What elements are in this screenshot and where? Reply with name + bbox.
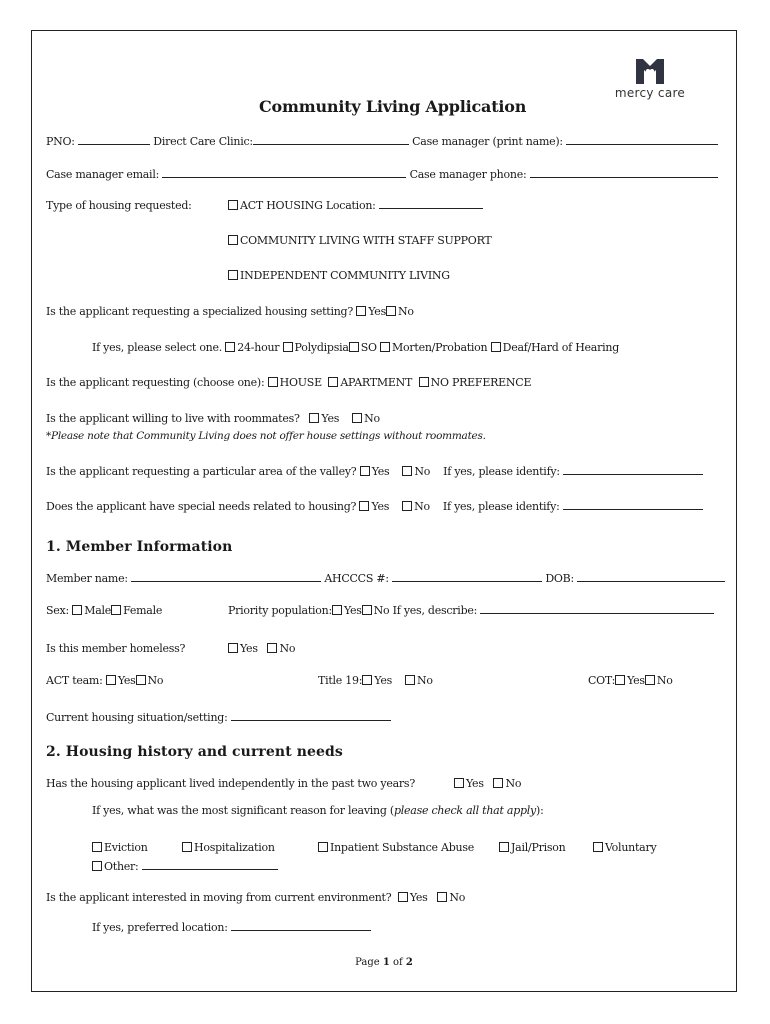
- cot-row: [588, 674, 673, 688]
- moving-yes-label: Yes: [409, 891, 428, 904]
- moving-yes-checkbox[interactable]: [398, 892, 408, 902]
- priority-describe-label: If yes, describe:: [392, 604, 478, 617]
- member-name-label: Member name:: [46, 572, 128, 585]
- case-manager-print-label: Case manager (print name):: [412, 135, 563, 148]
- lived-yes-label: Yes: [466, 777, 484, 790]
- pno-label: PNO:: [46, 135, 75, 148]
- roommates-no-checkbox[interactable]: [352, 413, 362, 423]
- morten-label: Morten/Probation: [392, 341, 488, 354]
- eviction-option: [92, 841, 148, 855]
- special-needs-identify-field[interactable]: [563, 500, 703, 510]
- valley-yes-checkbox[interactable]: [360, 466, 370, 476]
- specialized-no-checkbox[interactable]: [386, 306, 396, 316]
- jail-label: Jail/Prison: [511, 841, 566, 854]
- housing-option-community: [228, 234, 492, 248]
- hospitalization-option: [182, 841, 275, 855]
- current-housing-label: Current housing situation/setting:: [46, 711, 228, 724]
- of-word: of: [393, 957, 403, 968]
- deaf-checkbox[interactable]: [491, 342, 501, 352]
- moving-no-label: No: [449, 891, 466, 904]
- special-needs-no-label: No: [414, 500, 430, 513]
- page-total: 2: [405, 957, 413, 968]
- specialized-yes-checkbox[interactable]: [356, 306, 366, 316]
- valley-identify-field[interactable]: [563, 465, 703, 475]
- housing-type-label: Type of housing requested:: [46, 199, 192, 212]
- roommates-question: Is the applicant willing to live with roommates?: [46, 412, 300, 425]
- dob-field[interactable]: [577, 572, 725, 582]
- so-checkbox[interactable]: [349, 342, 359, 352]
- lived-no-checkbox[interactable]: [493, 778, 503, 788]
- priority-no-label: No: [373, 604, 390, 617]
- title19-row: [318, 674, 433, 688]
- lived-independently-question: Has the housing applicant lived independently in the past two years?: [46, 777, 415, 790]
- special-needs-yes-label: Yes: [371, 500, 390, 513]
- logo-wordmark: mercy care: [614, 86, 686, 100]
- specialized-no-label: No: [397, 305, 414, 318]
- male-label: Male: [84, 604, 112, 617]
- homeless-question: Is this member homeless?: [46, 642, 186, 655]
- other-option: [92, 860, 278, 874]
- other-checkbox[interactable]: [92, 861, 102, 871]
- specialized-row: [46, 305, 414, 319]
- logo-mark-icon: [610, 56, 690, 88]
- roommates-row: [46, 412, 380, 426]
- reason-suffix: ):: [536, 804, 544, 817]
- roommates-note: *Please note that Community Living does not offer house settings without roommates.: [46, 430, 486, 442]
- title19-no-checkbox[interactable]: [405, 675, 415, 685]
- community-living-checkbox[interactable]: [228, 235, 238, 245]
- valley-yes-label: Yes: [371, 465, 390, 478]
- jail-checkbox[interactable]: [499, 842, 509, 852]
- apartment-checkbox[interactable]: [328, 377, 338, 387]
- apartment-label: APARTMENT: [340, 376, 413, 389]
- no-preference-checkbox[interactable]: [419, 377, 429, 387]
- pno-field[interactable]: [78, 135, 150, 145]
- polydipsia-checkbox[interactable]: [283, 342, 293, 352]
- specialized-question: Is the applicant requesting a specialized housing setting?: [46, 305, 353, 318]
- 24-hour-checkbox[interactable]: [225, 342, 235, 352]
- other-field[interactable]: [142, 860, 278, 870]
- 24-hour-label: 24-hour: [237, 341, 280, 354]
- title19-yes-label: Yes: [374, 674, 392, 687]
- act-team-no-checkbox[interactable]: [136, 675, 146, 685]
- pno-row: [46, 135, 718, 149]
- preferred-location-label: If yes, preferred location:: [92, 921, 228, 934]
- act-team-label: ACT team:: [46, 674, 103, 687]
- mercy-care-logo: [610, 56, 690, 102]
- roommates-yes-label: Yes: [321, 412, 340, 425]
- email-row: [46, 168, 718, 182]
- title19-yes-checkbox[interactable]: [362, 675, 372, 685]
- act-team-yes-label: Yes: [117, 674, 136, 687]
- case-manager-email-label: Case manager email:: [46, 168, 160, 181]
- case-manager-phone-field[interactable]: [530, 168, 718, 178]
- hospitalization-checkbox[interactable]: [182, 842, 192, 852]
- current-housing-row: [46, 711, 391, 725]
- specialized-yes-label: Yes: [368, 305, 386, 318]
- special-needs-identify-label: If yes, please identify:: [442, 500, 560, 513]
- cot-yes-checkbox[interactable]: [615, 675, 625, 685]
- male-checkbox[interactable]: [72, 605, 82, 615]
- valley-no-label: No: [414, 465, 431, 478]
- inpatient-checkbox[interactable]: [318, 842, 328, 852]
- roommates-no-label: No: [364, 412, 380, 425]
- case-manager-print-field[interactable]: [566, 135, 718, 145]
- homeless-yes-label: Yes: [240, 642, 258, 655]
- ahcccs-field[interactable]: [392, 572, 542, 582]
- reason-prefix: If yes, what was the most significant reason for leaving (: [92, 804, 394, 817]
- independent-living-checkbox[interactable]: [228, 270, 238, 280]
- act-team-no-label: No: [147, 674, 164, 687]
- homeless-no-label: No: [279, 642, 296, 655]
- priority-yes-checkbox[interactable]: [332, 605, 342, 615]
- deaf-label: Deaf/Hard of Hearing: [502, 341, 620, 354]
- independent-living-label: INDEPENDENT COMMUNITY LIVING: [240, 269, 450, 282]
- priority-label: Priority population:: [228, 604, 332, 617]
- priority-yes-label: Yes: [343, 604, 362, 617]
- polydipsia-label: Polydipsia: [294, 341, 349, 354]
- house-checkbox[interactable]: [268, 377, 278, 387]
- dob-label: DOB:: [545, 572, 574, 585]
- title19-no-label: No: [416, 674, 433, 687]
- community-living-label: COMMUNITY LIVING WITH STAFF SUPPORT: [240, 234, 492, 247]
- moving-no-checkbox[interactable]: [437, 892, 447, 902]
- other-label: Other:: [104, 860, 139, 873]
- voluntary-checkbox[interactable]: [593, 842, 603, 852]
- preferred-location-row: [92, 921, 371, 935]
- section-member-info-heading: 1. Member Information: [46, 539, 233, 555]
- cot-no-checkbox[interactable]: [645, 675, 655, 685]
- member-name-field[interactable]: [131, 572, 321, 582]
- clinic-field[interactable]: [253, 135, 409, 145]
- select-one-label: If yes, please select one.: [92, 341, 223, 354]
- act-location-field[interactable]: [379, 199, 483, 209]
- valley-no-checkbox[interactable]: [402, 466, 412, 476]
- priority-describe-field[interactable]: [480, 604, 714, 614]
- lived-yes-checkbox[interactable]: [454, 778, 464, 788]
- moving-row: [46, 891, 465, 905]
- reason-italic: please check all that apply: [393, 804, 537, 817]
- special-needs-no-checkbox[interactable]: [402, 501, 412, 511]
- no-preference-label: NO PREFERENCE: [430, 376, 532, 389]
- sex-row: [46, 604, 162, 618]
- homeless-no-checkbox[interactable]: [267, 643, 277, 653]
- valley-question: Is the applicant requesting a particular area of the valley?: [46, 465, 357, 478]
- house-label: HOUSE: [279, 376, 322, 389]
- lived-no-label: No: [505, 777, 522, 790]
- moving-question: Is the applicant interested in moving from current environment?: [46, 891, 392, 904]
- page-word: Page: [355, 957, 380, 968]
- housing-option-act: [228, 199, 483, 213]
- so-label: SO: [360, 341, 377, 354]
- page-footer: [32, 957, 736, 968]
- reason-row: [92, 804, 544, 818]
- jail-option: [499, 841, 566, 855]
- housing-option-independent: [228, 269, 450, 283]
- special-needs-row: [46, 500, 703, 514]
- inpatient-option: [318, 841, 474, 855]
- valley-identify-label: If yes, please identify:: [443, 465, 560, 478]
- cot-label: COT:: [588, 674, 616, 687]
- cot-yes-label: Yes: [627, 674, 645, 687]
- section-housing-history-heading: 2. Housing history and current needs: [46, 744, 343, 760]
- hospitalization-label: Hospitalization: [194, 841, 275, 854]
- eviction-checkbox[interactable]: [92, 842, 102, 852]
- voluntary-label: Voluntary: [605, 841, 657, 854]
- priority-row: [228, 604, 714, 618]
- case-manager-phone-label: Case manager phone:: [409, 168, 527, 181]
- page-number: 1: [382, 957, 390, 968]
- member-name-row: [46, 572, 725, 586]
- title19-label: Title 19:: [318, 674, 363, 687]
- lived-independently-options: [454, 777, 521, 791]
- eviction-label: Eviction: [104, 841, 148, 854]
- morten-checkbox[interactable]: [380, 342, 390, 352]
- lived-independently-row: [46, 777, 415, 791]
- special-needs-question: Does the applicant have special needs related to housing?: [46, 500, 357, 513]
- choose-one-question: Is the applicant requesting (choose one):: [46, 376, 265, 389]
- current-housing-field[interactable]: [231, 711, 391, 721]
- act-team-yes-checkbox[interactable]: [106, 675, 116, 685]
- ahcccs-label: AHCCCS #:: [324, 572, 389, 585]
- act-housing-checkbox[interactable]: [228, 200, 238, 210]
- priority-no-checkbox[interactable]: [362, 605, 372, 615]
- sex-label: Sex:: [46, 604, 69, 617]
- female-label: Female: [123, 604, 163, 617]
- female-checkbox[interactable]: [111, 605, 121, 615]
- case-manager-email-field[interactable]: [162, 168, 406, 178]
- roommates-yes-checkbox[interactable]: [309, 413, 319, 423]
- cot-no-label: No: [656, 674, 673, 687]
- voluntary-option: [593, 841, 656, 855]
- choose-one-row: [46, 376, 531, 390]
- valley-row: [46, 465, 703, 479]
- inpatient-label: Inpatient Substance Abuse: [330, 841, 474, 854]
- special-needs-yes-checkbox[interactable]: [359, 501, 369, 511]
- clinic-label: Direct Care Clinic:: [153, 135, 253, 148]
- homeless-options: [228, 642, 295, 656]
- specialized-select-row: [92, 341, 619, 355]
- form-title: Community Living Application: [259, 97, 527, 116]
- homeless-yes-checkbox[interactable]: [228, 643, 238, 653]
- preferred-location-field[interactable]: [231, 921, 371, 931]
- act-housing-label: ACT HOUSING Location:: [240, 199, 376, 212]
- form-page: [31, 30, 737, 992]
- act-team-row: [46, 674, 163, 688]
